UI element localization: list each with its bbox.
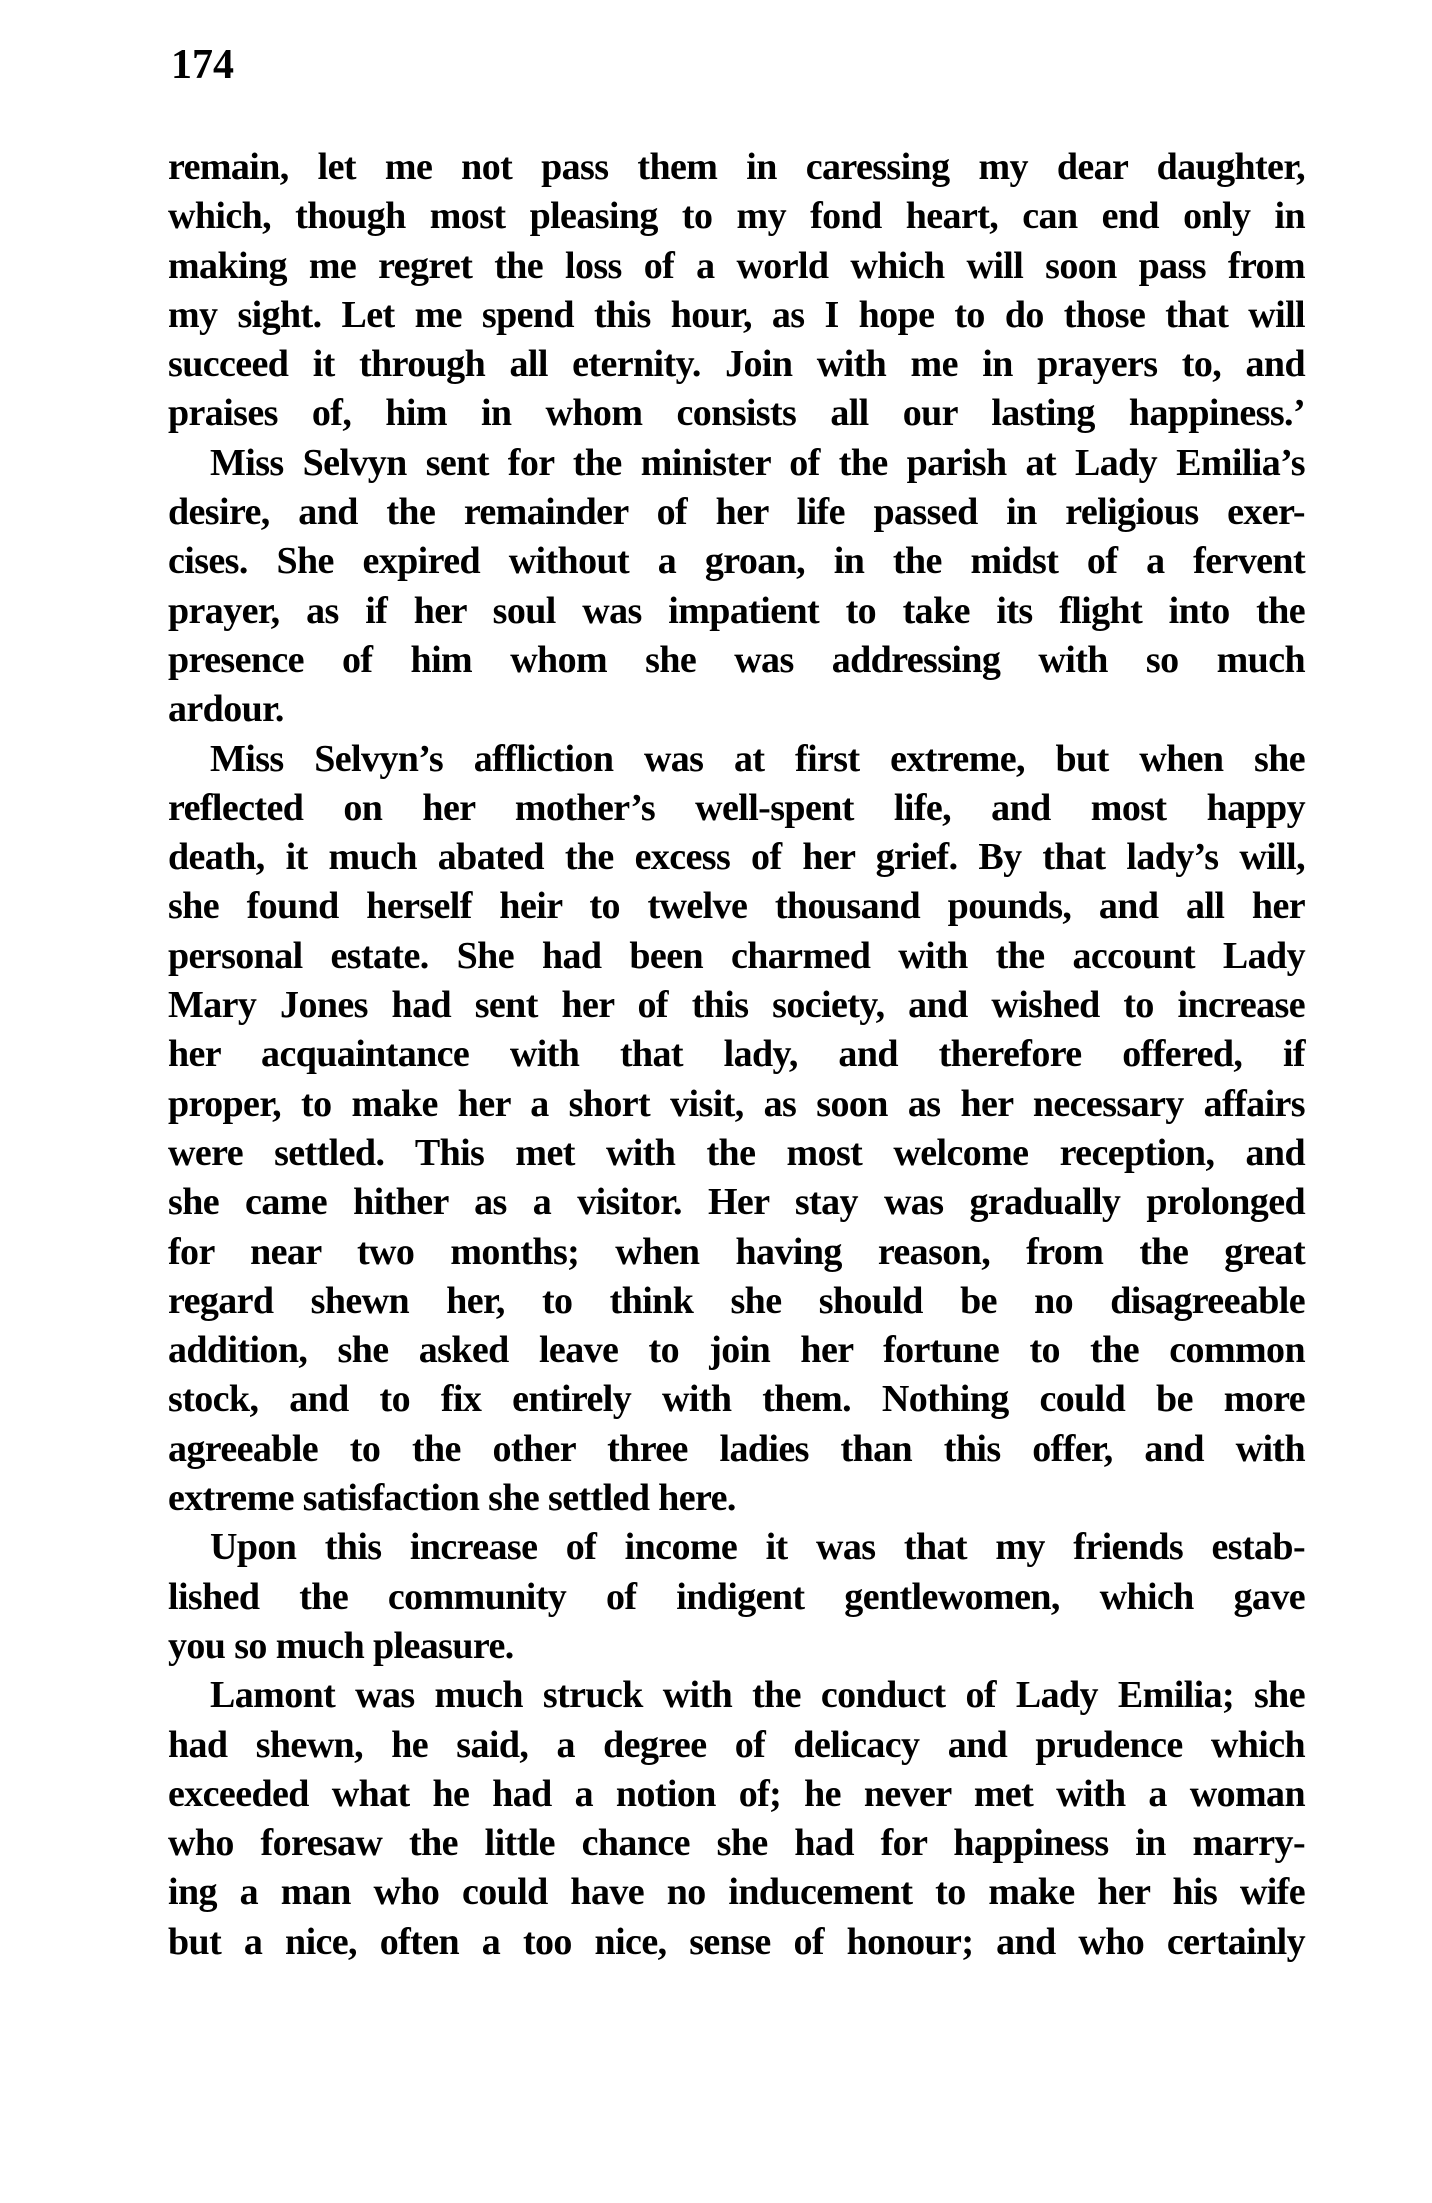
text-line	[168, 1819, 1305, 1868]
line-text: Miss Selvyn’s affliction was at first extreme, but when she	[210, 737, 1305, 780]
paragraph-first-line	[168, 735, 1305, 784]
line-text: had shewn, he said, a degree of delicacy and prudence which	[168, 1723, 1305, 1766]
body-text	[168, 143, 1305, 1967]
text-line	[168, 1030, 1305, 1079]
line-text: Miss Selvyn sent for the minister of the parish at Lady Emilia’s	[210, 441, 1305, 484]
line-text: Mary Jones had sent her of this society, and wished to increase	[168, 984, 1305, 1027]
line-text: you so much pleasure.	[168, 1624, 514, 1667]
text-line	[168, 1228, 1305, 1277]
line-text: praises of, him in whom consists all our lasting happiness.’	[168, 392, 1305, 435]
text-line	[168, 1770, 1305, 1819]
text-line	[168, 1277, 1305, 1326]
text-line	[168, 1178, 1305, 1227]
text-line	[168, 537, 1305, 586]
line-text: desire, and the remainder of her life passed in religious exer-	[168, 491, 1305, 534]
text-line	[168, 488, 1305, 537]
line-text: agreeable to the other three ladies than this offer, and with	[168, 1427, 1305, 1470]
text-line	[168, 636, 1305, 685]
line-text: cises. She expired without a groan, in the midst of a fervent	[168, 540, 1305, 583]
text-line	[168, 1375, 1305, 1424]
line-text: making me regret the loss of a world which will soon pass from	[168, 244, 1305, 287]
line-text: addition, she asked leave to join her fortune to the common	[168, 1329, 1305, 1372]
text-line	[168, 587, 1305, 636]
line-text: stock, and to fix entirely with them. Nothing could be more	[168, 1378, 1305, 1421]
text-line	[168, 1918, 1305, 1967]
line-text: remain, let me not pass them in caressing my dear daughter,	[168, 146, 1305, 188]
text-line	[168, 1573, 1305, 1622]
text-line	[168, 143, 1305, 192]
text-line	[168, 242, 1305, 291]
text-line	[168, 1326, 1305, 1375]
line-text: ardour.	[168, 688, 284, 731]
line-text: Lamont was much struck with the conduct of Lady Emilia; she	[210, 1674, 1305, 1717]
text-line	[168, 1474, 1305, 1523]
line-text: she found herself heir to twelve thousand pounds, and all her	[168, 885, 1305, 928]
line-text: proper, to make her a short visit, as soon as her necessary affairs	[168, 1082, 1305, 1125]
text-line	[168, 784, 1305, 833]
line-text: succeed it through all eternity. Join with me in prayers to, and	[168, 343, 1305, 386]
text-line	[168, 389, 1305, 438]
text-line	[168, 1721, 1305, 1770]
line-text: prayer, as if her soul was impatient to take its flight into the	[168, 589, 1305, 632]
text-line	[168, 291, 1305, 340]
line-text: Upon this increase of income it was that my friends estab-	[210, 1526, 1305, 1569]
line-text: ing a man who could have no inducement to make her his wife	[168, 1871, 1305, 1914]
text-line	[168, 1129, 1305, 1178]
line-text: but a nice, often a too nice, sense of honour; and who certainly	[168, 1920, 1305, 1963]
line-text: for near two months; when having reason, from the great	[168, 1230, 1305, 1273]
line-text: exceeded what he had a notion of; he never met with a woman	[168, 1772, 1305, 1815]
line-text: reflected on her mother’s well-spent life, and most happy	[168, 786, 1305, 829]
line-text: her acquaintance with that lady, and therefore offered, if	[168, 1033, 1305, 1076]
text-line	[168, 685, 1305, 734]
line-text: death, it much abated the excess of her grief. By that lady’s will,	[168, 836, 1305, 879]
paragraph-first-line	[168, 1523, 1305, 1572]
text-line	[168, 833, 1305, 882]
text-line	[168, 932, 1305, 981]
text-line	[168, 192, 1305, 241]
text-line	[168, 1868, 1305, 1917]
line-text: regard shewn her, to think she should be no disagreeable	[168, 1279, 1305, 1322]
line-text: lished the community of indigent gentlewomen, which gave	[168, 1575, 1305, 1618]
text-line	[168, 1622, 1305, 1671]
page-number: 174	[171, 42, 234, 88]
line-text: my sight. Let me spend this hour, as I hope to do those that will	[168, 293, 1305, 336]
line-text: she came hither as a visitor. Her stay was gradually prolonged	[168, 1181, 1305, 1224]
paragraph-first-line	[168, 1671, 1305, 1720]
line-text: which, though most pleasing to my fond heart, can end only in	[168, 195, 1305, 238]
text-line	[168, 981, 1305, 1030]
line-text: who foresaw the little chance she had for happiness in marry-	[168, 1822, 1305, 1865]
text-line	[168, 340, 1305, 389]
line-text: personal estate. She had been charmed with the account Lady	[168, 934, 1305, 977]
line-text: extreme satisfaction she settled here.	[168, 1477, 736, 1520]
line-text: were settled. This met with the most welcome reception, and	[168, 1131, 1305, 1174]
text-line	[168, 882, 1305, 931]
text-line	[168, 1425, 1305, 1474]
paragraph-first-line	[168, 439, 1305, 488]
text-line	[168, 1080, 1305, 1129]
line-text: presence of him whom she was addressing with so much	[168, 638, 1305, 681]
